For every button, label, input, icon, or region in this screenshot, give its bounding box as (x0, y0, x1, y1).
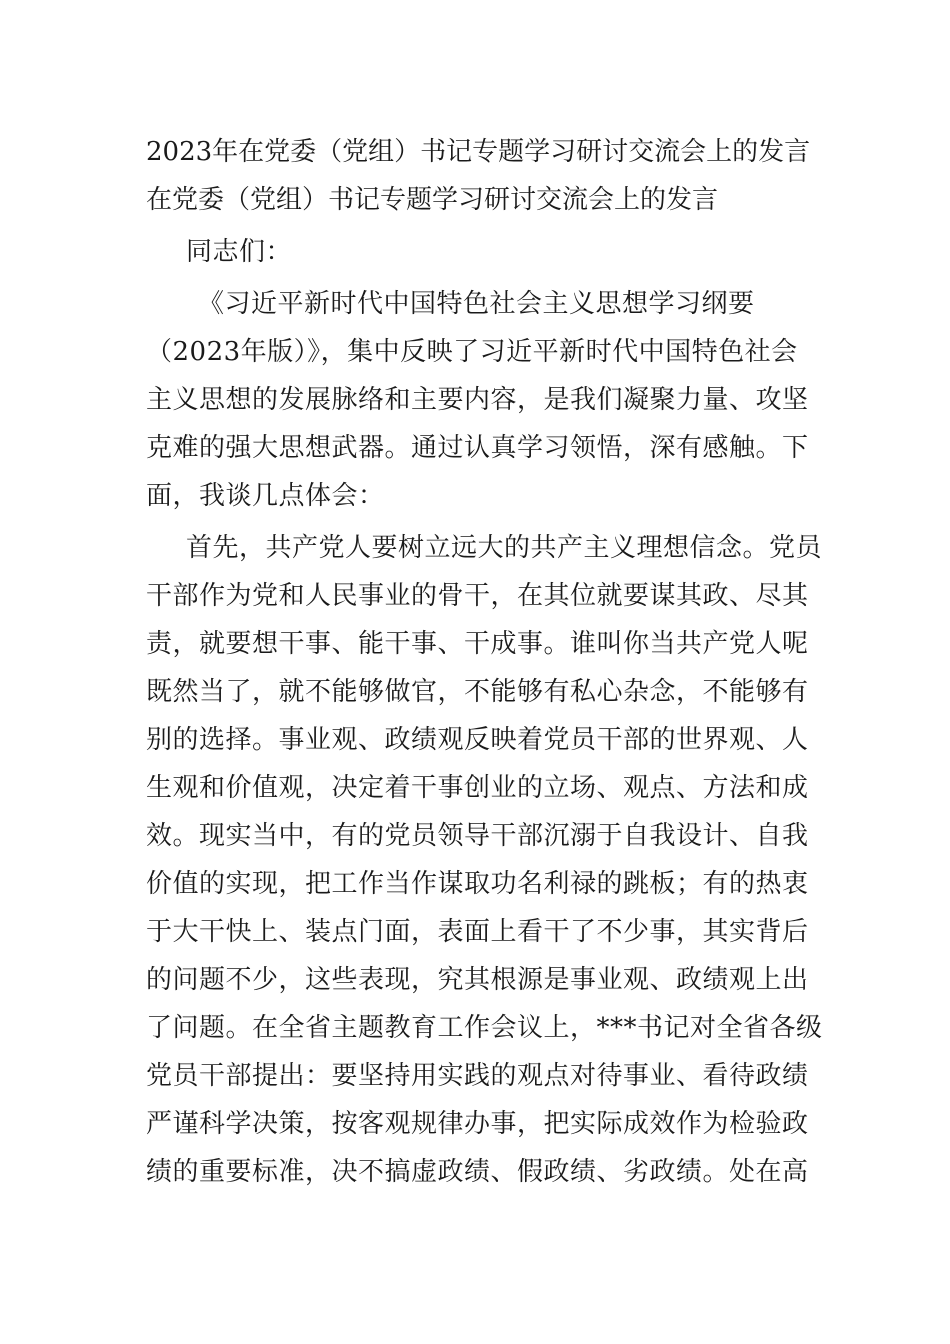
document-title: 2023年在党委（党组）书记专题学习研讨交流会上的发言 (146, 137, 811, 167)
salutation: 同志们： (186, 237, 293, 267)
document-body (146, 128, 823, 1196)
paragraph-line: 党员干部提出：要坚持用实践的观点对待事业、看待政绩 (146, 1061, 809, 1091)
paragraph-line: 的问题不少，这些表现，究其根源是事业观、政绩观上出 (146, 965, 809, 995)
paragraph-line: 克难的强大思想武器。通过认真学习领悟，深有感触。下 (146, 433, 809, 463)
paragraph-line: 别的选择。事业观、政绩观反映着党员干部的世界观、人 (146, 725, 809, 755)
paragraph-line: 责，就要想干事、能干事、干成事。谁叫你当共产党人呢 (146, 629, 809, 659)
paragraph-line: 于大干快上、装点门面，表面上看干了不少事，其实背后 (146, 917, 809, 947)
paragraph-intro (146, 280, 809, 520)
paragraph-line: 主义思想的发展脉络和主要内容，是我们凝聚力量、攻坚 (146, 385, 809, 415)
paragraph-line: 首先，共产党人要树立远大的共产主义理想信念。党员 (186, 533, 823, 563)
paragraph-line: 干部作为党和人民事业的骨干，在其位就要谋其政、尽其 (146, 581, 809, 611)
paragraph-line: 面，我谈几点体会： (146, 481, 385, 511)
document-subtitle: 在党委（党组）书记专题学习研讨交流会上的发言 (146, 185, 719, 215)
paragraph-line: 绩的重要标准，决不搞虚政绩、假政绩、劣政绩。处在高 (146, 1157, 809, 1187)
paragraph-line: （2023年版）》，集中反映了习近平新时代中国特色社会 (146, 337, 798, 367)
paragraph-line: 效。现实当中，有的党员领导干部沉溺于自我设计、自我 (146, 821, 809, 851)
paragraph-line: 既然当了，就不能够做官，不能够有私心杂念，不能够有 (146, 677, 809, 707)
paragraph-line: 严谨科学决策，按客观规律办事，把实际成效作为检验政 (146, 1109, 809, 1139)
paragraph-line: 价值的实现，把工作当作谋取功名利禄的跳板；有的热衷 (146, 869, 809, 899)
paragraph-line: 了问题。在全省主题教育工作会议上，***书记对全省各级 (146, 1013, 823, 1043)
paragraph-line: 《习近平新时代中国特色社会主义思想学习纲要 (198, 289, 755, 319)
paragraph-first-point (146, 524, 823, 1196)
paragraph-line: 生观和价值观，决定着干事创业的立场、观点、方法和成 (146, 773, 809, 803)
